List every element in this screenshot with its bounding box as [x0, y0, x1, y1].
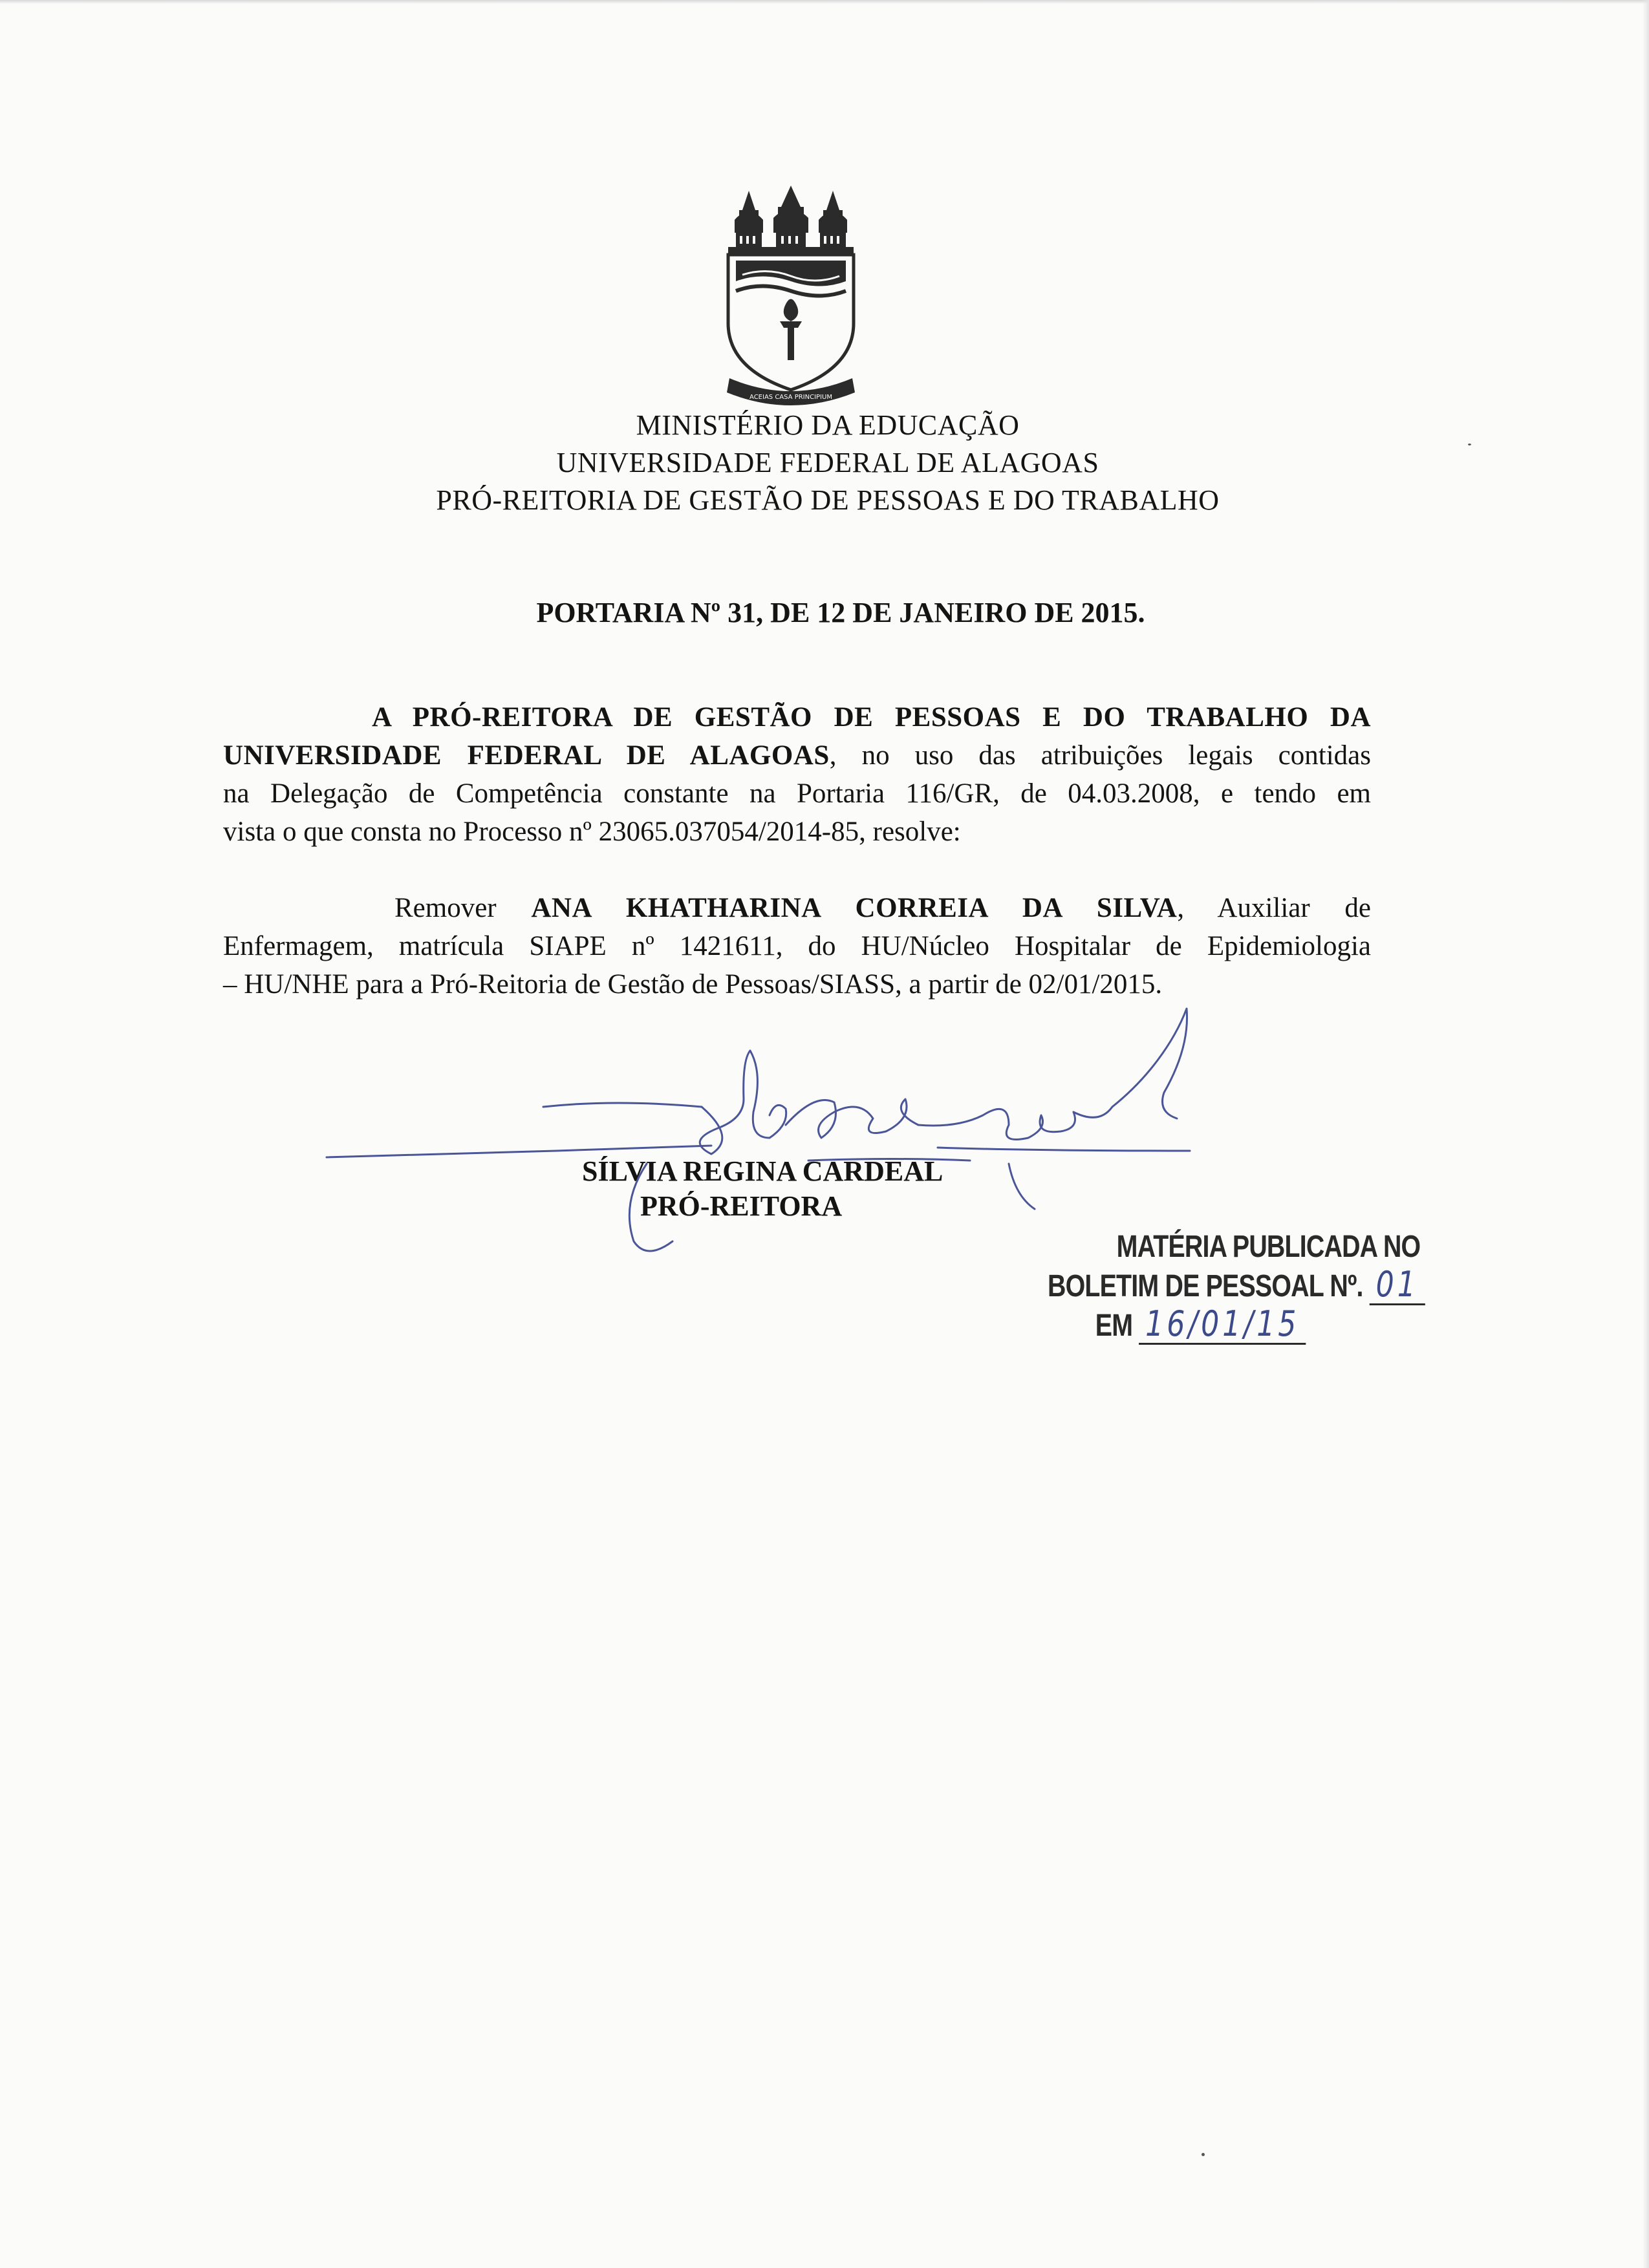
ministry-heading: MINISTÉRIO DA EDUCAÇÃO: [636, 409, 1020, 441]
resolution-line-2: Enfermagem, matrícula SIAPE nº 1421611, do HU/Núcleo Hospitalar de Epidemiologia: [223, 931, 1371, 961]
preamble-line-4: vista o que consta no Processo nº 23065.037054/2014-85, resolve:: [223, 817, 961, 847]
preamble-line-1: [223, 698, 1371, 736]
resolution-line-1: [223, 889, 1371, 927]
university-heading: UNIVERSIDADE FEDERAL DE ALAGOAS: [556, 447, 1099, 478]
preamble-line-3: na Delegação de Competência constante na Portaria 116/GR, de 04.03.2008, e tendo em: [223, 778, 1371, 809]
stamp-line-3: [1048, 1305, 1344, 1345]
crest-motto: ACEIAS CASA PRINCIPIUM: [749, 394, 832, 401]
university-name-bold: UNIVERSIDADE FEDERAL DE ALAGOAS: [223, 740, 830, 771]
stamp-bulletin-label: BOLETIM DE PESSOAL Nº.: [1048, 1269, 1363, 1303]
university-crest-logo: [717, 184, 865, 407]
resolution-line-3: – HU/NHE para a Pró-Reitoria de Gestão de Pessoas/SIASS, a partir de 02/01/2015.: [223, 969, 1163, 1000]
office-name-bold: A PRÓ-REITORA DE GESTÃO DE PESSOAS E DO TRABALHO DA: [372, 702, 1371, 733]
stamp-date-label: EM: [1095, 1309, 1133, 1343]
stamp-line-2: [1048, 1264, 1419, 1305]
office-heading: PRÓ-REITORIA DE GESTÃO DE PESSOAS E DO TRABALHO: [436, 484, 1220, 516]
resolution-verb: Remover: [394, 893, 532, 923]
signatory-role: PRÓ-REITORA: [640, 1190, 843, 1222]
stamp-line-1: MATÉRIA PUBLICADA NO: [1116, 1230, 1421, 1264]
preamble-paragraph: [223, 698, 1371, 851]
signatory-name: SÍLVIA REGINA CARDEAL: [582, 1155, 943, 1187]
scan-speck: [1202, 2153, 1205, 2156]
stamp-publication-date: 16/01/15: [1139, 1305, 1306, 1345]
stamp-bulletin-number: 01: [1370, 1266, 1425, 1305]
scan-speck: [1468, 444, 1471, 445]
publication-stamp: [1048, 1228, 1421, 1345]
ordinance-title: PORTARIA Nº 31, DE 12 DE JANEIRO DE 2015.: [536, 597, 1145, 628]
page-top-edge: [0, 0, 1649, 4]
employee-name: ANA KHATHARINA CORREIA DA SILVA: [531, 893, 1178, 923]
preamble-line-2-text: , no uso das atribuições legais contidas: [829, 740, 1371, 771]
preamble-line-2: [223, 736, 1371, 775]
resolution-paragraph: [223, 889, 1371, 1003]
resolution-line-1-text: , Auxiliar de: [1177, 893, 1372, 923]
page-right-edge: [1643, 0, 1649, 2268]
